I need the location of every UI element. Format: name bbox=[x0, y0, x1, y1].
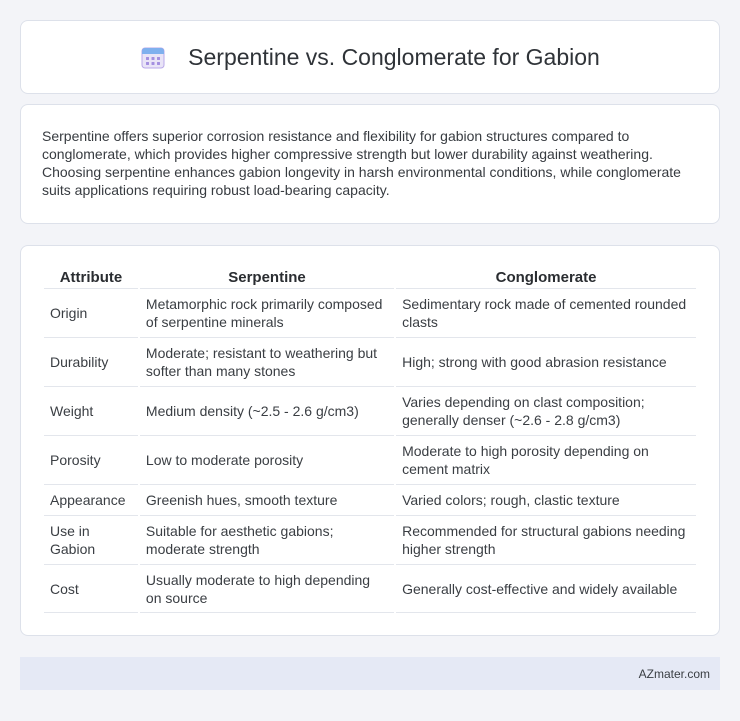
serpentine-cell: Suitable for aesthetic gabions; moderate strength bbox=[140, 515, 394, 564]
attribute-cell: Use in Gabion bbox=[44, 515, 138, 564]
conglomerate-cell: Recommended for structural gabions needing higher strength bbox=[396, 515, 696, 564]
serpentine-cell: Greenish hues, smooth texture bbox=[140, 484, 394, 515]
table-row bbox=[44, 564, 696, 613]
serpentine-cell: Usually moderate to high depending on source bbox=[140, 564, 394, 613]
page-title: Serpentine vs. Conglomerate for Gabion bbox=[188, 43, 600, 70]
conglomerate-cell: High; strong with good abrasion resistance bbox=[396, 337, 696, 386]
header-attribute: Attribute bbox=[59, 268, 123, 286]
header-conglomerate: Conglomerate bbox=[495, 268, 597, 286]
serpentine-cell: Moderate; resistant to weathering but softer than many stones bbox=[140, 337, 394, 386]
table-row bbox=[44, 515, 696, 564]
attribute-cell: Origin bbox=[44, 288, 138, 337]
intro-text: Serpentine offers superior corrosion resistance and flexibility for gabion structures compared to conglomerate, which provides higher compressive strength but lower durability against weathering. Choosing serpentine enhances gabion longevity in harsh environmental conditions, while conglomerate suits applications requiring robust load-bearing capacity. bbox=[42, 128, 681, 198]
conglomerate-cell: Varied colors; rough, clastic texture bbox=[396, 484, 696, 515]
calendar-icon bbox=[140, 44, 166, 70]
table-row bbox=[44, 484, 696, 515]
attribute-cell: Porosity bbox=[44, 435, 138, 484]
conglomerate-cell: Moderate to high porosity depending on cement matrix bbox=[396, 435, 696, 484]
conglomerate-cell: Varies depending on clast composition; generally denser (~2.6 - 2.8 g/cm3) bbox=[396, 386, 696, 435]
footer-bar bbox=[20, 657, 720, 690]
conglomerate-cell: Sedimentary rock made of cemented rounded clasts bbox=[396, 288, 696, 337]
title-card bbox=[20, 20, 720, 94]
footer-brand: AZmater.com bbox=[638, 666, 710, 681]
serpentine-cell: Metamorphic rock primarily composed of serpentine minerals bbox=[140, 288, 394, 337]
table-row bbox=[44, 288, 696, 337]
serpentine-cell: Medium density (~2.5 - 2.6 g/cm3) bbox=[140, 386, 394, 435]
attribute-cell: Durability bbox=[44, 337, 138, 386]
attribute-cell: Cost bbox=[44, 564, 138, 613]
serpentine-cell: Low to moderate porosity bbox=[140, 435, 394, 484]
table-row bbox=[44, 386, 696, 435]
table-header-row bbox=[44, 266, 696, 288]
attribute-cell: Weight bbox=[44, 386, 138, 435]
table-row bbox=[44, 337, 696, 386]
attribute-cell: Appearance bbox=[44, 484, 138, 515]
intro-card bbox=[20, 104, 720, 224]
conglomerate-cell: Generally cost-effective and widely available bbox=[396, 564, 696, 613]
comparison-table bbox=[42, 266, 698, 613]
comparison-card bbox=[20, 245, 720, 636]
table-row bbox=[44, 435, 696, 484]
header-serpentine: Serpentine bbox=[228, 268, 306, 286]
